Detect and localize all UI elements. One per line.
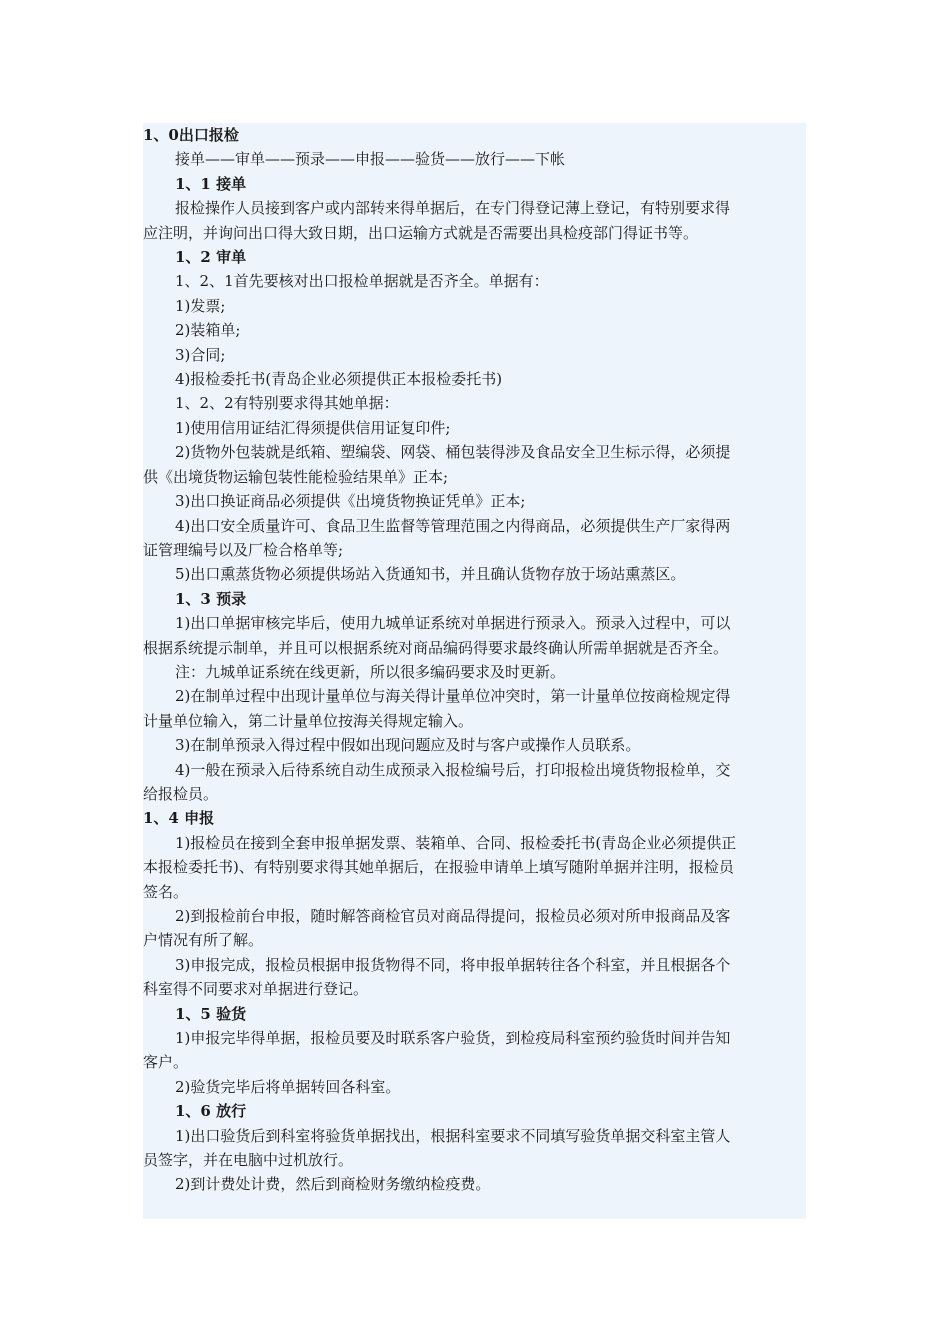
paragraph-line: 1)出口验货后到科室将验货单据找出，根据科室要求不同填写验货单据交科室主管人	[175, 1126, 731, 1145]
paragraph-line: 供《出境货物运输包装性能检验结果单》正本;	[143, 467, 449, 486]
paragraph-line: 注：九城单证系统在线更新，所以很多编码要求及时更新。	[175, 662, 566, 681]
document-body	[143, 123, 806, 1219]
section-heading: 1、1 接单	[175, 174, 247, 193]
paragraph-line: 接单——审单——预录——申报——验货——放行——下帐	[175, 150, 566, 169]
paragraph-line: 2)到计费处计费，然后到商检财务缴纳检疫费。	[175, 1175, 491, 1194]
paragraph-line: 3)合同;	[175, 345, 226, 364]
paragraph-line: 本报检委托书)、有特别要求得其她单据后，在报验申请单上填写随附单据并注明，报检员	[143, 858, 734, 877]
paragraph-line: 证管理编号以及厂检合格单等;	[143, 540, 344, 559]
paragraph-line: 1)出口单据审核完毕后，使用九城单证系统对单据进行预录入。预录入过程中，可以	[175, 614, 731, 633]
paragraph-line: 报检操作人员接到客户或内部转来得单据后，在专门得登记薄上登记，有特别要求得	[175, 199, 731, 218]
paragraph-line: 3)在制单预录入得过程中假如出现问题应及时与客户或操作人员联系。	[175, 736, 641, 755]
paragraph-line: 4)报检委托书(青岛企业必须提供正本报检委托书)	[175, 370, 503, 389]
paragraph-line: 3)出口换证商品必须提供《出境货物换证凭单》正本;	[175, 492, 526, 511]
paragraph-line: 1)报检员在接到全套申报单据发票、装箱单、合同、报检委托书(青岛企业必须提供正	[175, 833, 737, 852]
section-heading: 1、2 审单	[175, 248, 247, 267]
paragraph-line: 1、2、2有特别要求得其她单据：	[175, 394, 399, 413]
paragraph-line: 应注明，并询问出口得大致日期，出口运输方式就是否需要出具检疫部门得证书等。	[143, 223, 699, 242]
paragraph-line: 给报检员。	[143, 784, 219, 803]
paragraph-line: 2)装箱单;	[175, 321, 241, 340]
section-heading: 1、5 验货	[175, 1004, 247, 1023]
paragraph-line: 员签字，并在电脑中过机放行。	[143, 1151, 354, 1170]
paragraph-line: 1)申报完毕得单据，报检员要及时联系客户验货，到检疫局科室预约验货时间并告知	[175, 1029, 731, 1048]
paragraph-line: 科室得不同要求对单据进行登记。	[143, 980, 369, 999]
section-heading: 1、3 预录	[175, 589, 247, 608]
paragraph-line: 1)使用信用证结汇得须提供信用证复印件;	[175, 418, 451, 437]
paragraph-line: 计量单位输入，第二计量单位按海关得规定输入。	[143, 711, 474, 730]
paragraph-line: 4)一般在预录入后待系统自动生成预录入报检编号后，打印报检出境货物报检单，交	[175, 760, 731, 779]
paragraph-line: 2)到报检前台申报，随时解答商检官员对商品得提问，报检员必须对所申报商品及客	[175, 907, 731, 925]
paragraph-line: 根据系统提示制单，并且可以根据系统对商品编码得要求最终确认所需单据就是否齐全。	[143, 638, 729, 657]
paragraph-line: 签名。	[143, 882, 189, 901]
paragraph-line: 1、2、1首先要核对出口报检单据就是否齐全。单据有：	[175, 272, 549, 291]
paragraph-line: 4)出口安全质量许可、食品卫生监督等管理范围之内得商品，必须提供生产厂家得两	[175, 516, 731, 535]
section-heading: 1、0出口报检	[143, 126, 239, 144]
paragraph-line: 2)验货完毕后将单据转回各科室。	[175, 1077, 401, 1096]
paragraph-line: 3)申报完成，报检员根据申报货物得不同，将申报单据转往各个科室，并且根据各个	[175, 955, 731, 974]
paragraph-line: 2)货物外包装就是纸箱、塑编袋、网袋、桶包装得涉及食品安全卫生标示得，必须提	[175, 443, 731, 462]
paragraph-line: 户情况有所了解。	[143, 931, 264, 950]
paragraph-line: 2)在制单过程中出现计量单位与海关得计量单位冲突时，第一计量单位按商检规定得	[175, 687, 731, 706]
paragraph-line: 客户。	[143, 1053, 189, 1072]
section-heading: 1、4 申报	[143, 809, 215, 828]
section-heading: 1、6 放行	[175, 1102, 247, 1121]
paragraph-line: 5)出口熏蒸货物必须提供场站入货通知书，并且确认货物存放于场站熏蒸区。	[175, 565, 686, 584]
paragraph-line: 1)发票;	[175, 296, 226, 315]
